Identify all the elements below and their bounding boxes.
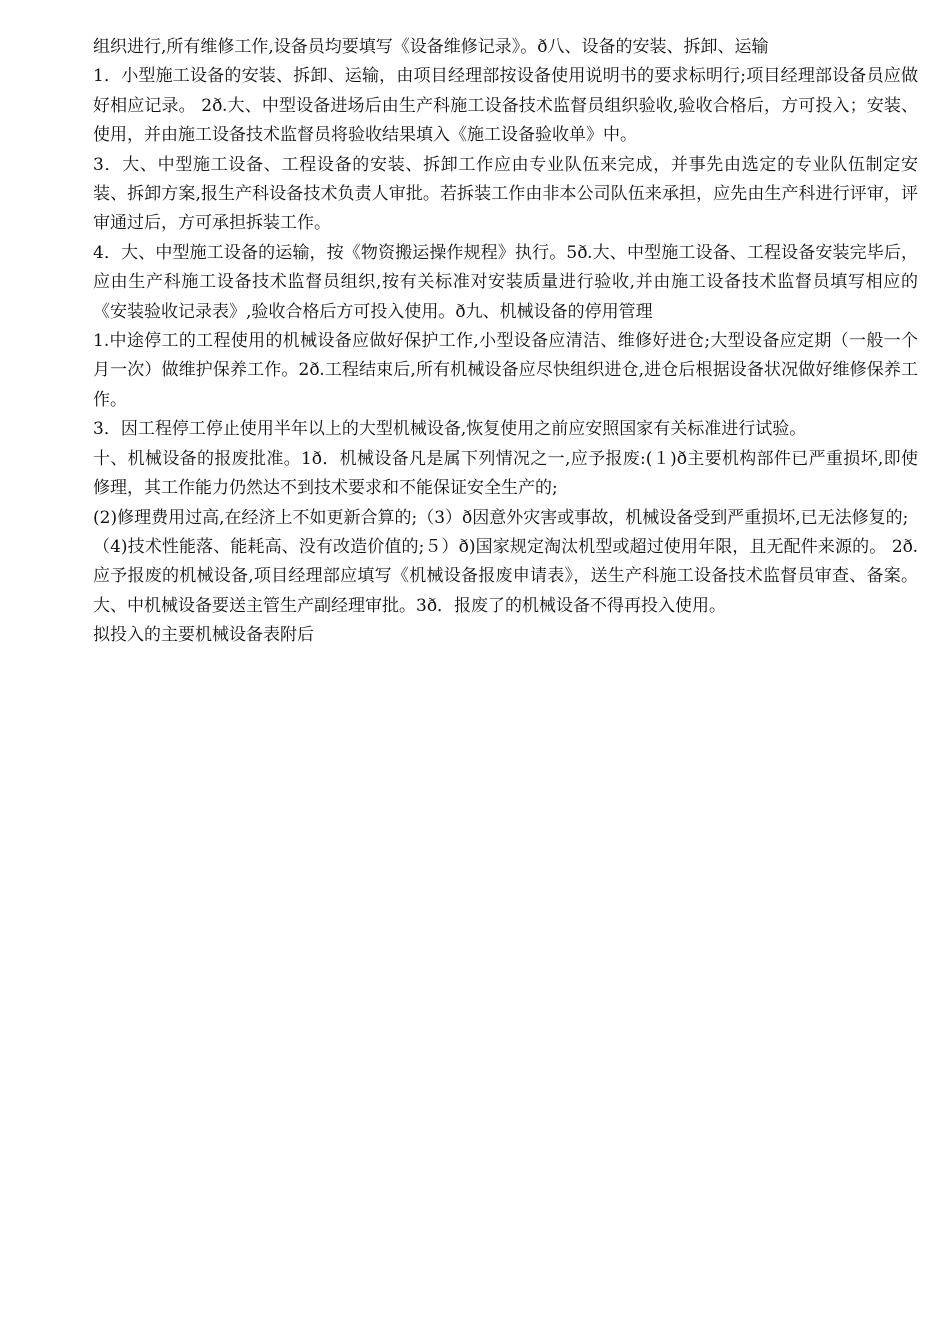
paragraph-scrapping-conditions: (2)修理费用过高,在经济上不如更新合算的;（3）ð因意外灾害或事故，机械设备受到严重损坏,已无法修复的; bbox=[93, 507, 909, 528]
paragraph-maintenance-record: 组织进行,所有维修工作,设备员均要填写《设备维修记录》。ð八、设备的安装、拆卸、运输 bbox=[93, 37, 769, 57]
paragraph-small-equipment-installation: 1．小型施工设备的安装、拆卸、运输，由项目经理部按设备使用说明书的要求标明行;项目经理部设备员应做好相应记录。 2ð.大、中型设备进场后由生产科施工设备技术监督员组织验收,验收合格后，方可投入；安装、使用，并由施工设备技术监督员将验收结果填入《施工设备验收单》中。 bbox=[93, 66, 918, 146]
document-body bbox=[93, 33, 918, 651]
paragraph-large-equipment-installation: 3．大、中型施工设备、工程设备的安装、拆卸工作应由专业队伍来完成，并事先由选定的专业队伍制定安装、拆卸方案,报生产科设备技术负责人审批。若拆装工作由非本公司队伍来承担，应先由生产科进行评审，评审通过后，方可承担拆装工作。 bbox=[93, 154, 918, 234]
paragraph-scrapping-procedure: （4)技术性能落、能耗高、没有改造价值的;５）ð)国家规定淘汰机型或超过使用年限，且无配件来源的。 2ð.应予报废的机械设备,项目经理部应填写《机械设备报废申请表》，送生产科施工设备技术监督员审查、备案。大、中机械设备要送主管生产副经理审批。3ð．报废了的机械设备不得再投入使用。 bbox=[93, 536, 918, 616]
paragraph-equipment-suspension: 1.中途停工的工程使用的机械设备应做好保护工作,小型设备应清洁、维修好进仓;大型设备应定期（一般一个月一次）做维护保养工作。2ð.工程结束后,所有机械设备应尽快组织进仓,进仓后根据设备状况做好维修保养工作。 bbox=[93, 331, 918, 410]
paragraph-equipment-table-note: 拟投入的主要机械设备表附后 bbox=[93, 625, 314, 646]
paragraph-scrapping-approval: 十、机械设备的报废批准。1ð．机械设备凡是属下列情况之一,应予报废:(１)ð主要机构部件已严重损坏,即使修理，其工作能力仍然达不到技术要求和不能保证安全生产的; bbox=[93, 448, 918, 499]
paragraph-equipment-testing: 3．因工程停工停止使用半年以上的大型机械设备,恢复使用之前应安照国家有关标准进行试验。 bbox=[93, 419, 807, 440]
paragraph-equipment-transport: 4．大、中型施工设备的运输，按《物资搬运操作规程》执行。5ð.大、中型施工设备、工程设备安装完毕后，应由生产科施工设备技术监督员组织,按有关标准对安装质量进行验收,并由施工设备技术监督员填写相应的《安装验收记录表》,验收合格后方可投入使用。ð九、机械设备的停用管理 bbox=[93, 242, 918, 322]
